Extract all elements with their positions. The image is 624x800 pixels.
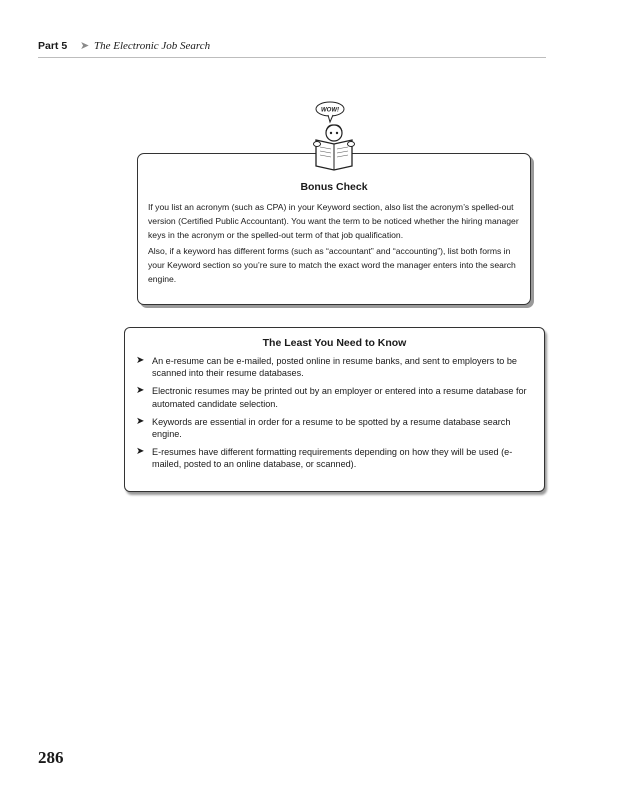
list-item-text: E-resumes have different formatting requirements depending on how they will be used (e-mailed, posted to an online database, or scanned). (152, 447, 513, 470)
arrow-bullet-icon: ➤ (136, 355, 145, 366)
list-item (136, 446, 536, 470)
arrow-bullet-icon: ➤ (80, 40, 90, 52)
least-you-need-list (136, 355, 536, 477)
list-item-text: Electronic resumes may be printed out by an employer or entered into a resume database for automated candidate selection. (152, 386, 527, 409)
running-head (38, 40, 546, 58)
bonus-paragraph: If you list an acronym (such as CPA) in your Keyword section, also list the acronym’s spelled-out version (Certified Public Accountant). You want the term to be noticed whether the hiring manager keys in the acronym or the spelled-out term of that job qualification. (148, 202, 519, 241)
page-number: 286 (38, 748, 64, 767)
bonus-check-body (148, 200, 523, 286)
least-you-need-title: The Least You Need to Know (262, 337, 407, 349)
bonus-paragraph: Also, if a keyword has different forms (such as “accountant” and “accounting”), list both forms in your Keyword section so you’re sure to match the exact word the manager enters into the search engine. (148, 245, 516, 285)
wow-badge-text: WOW! (321, 107, 339, 114)
arrow-bullet-icon: ➤ (136, 415, 145, 427)
running-head-title: The Electronic Job Search (94, 40, 211, 52)
list-item-text: Keywords are essential in order for a resume to be spotted by a resume database search engine. (152, 416, 511, 440)
arrow-bullet-icon: ➤ (136, 385, 145, 397)
running-head-part: Part 5 (38, 40, 68, 52)
list-item-text: An e-resume can be e-mailed, posted online in resume banks, and sent to employers to be scanned into their resume databases. (152, 356, 517, 379)
list-item (136, 355, 536, 379)
arrow-bullet-icon: ➤ (136, 446, 145, 458)
reader-mascot-icon (308, 100, 360, 172)
list-item (136, 385, 536, 409)
list-item (136, 416, 536, 440)
bonus-check-title: Bonus Check (300, 181, 368, 193)
